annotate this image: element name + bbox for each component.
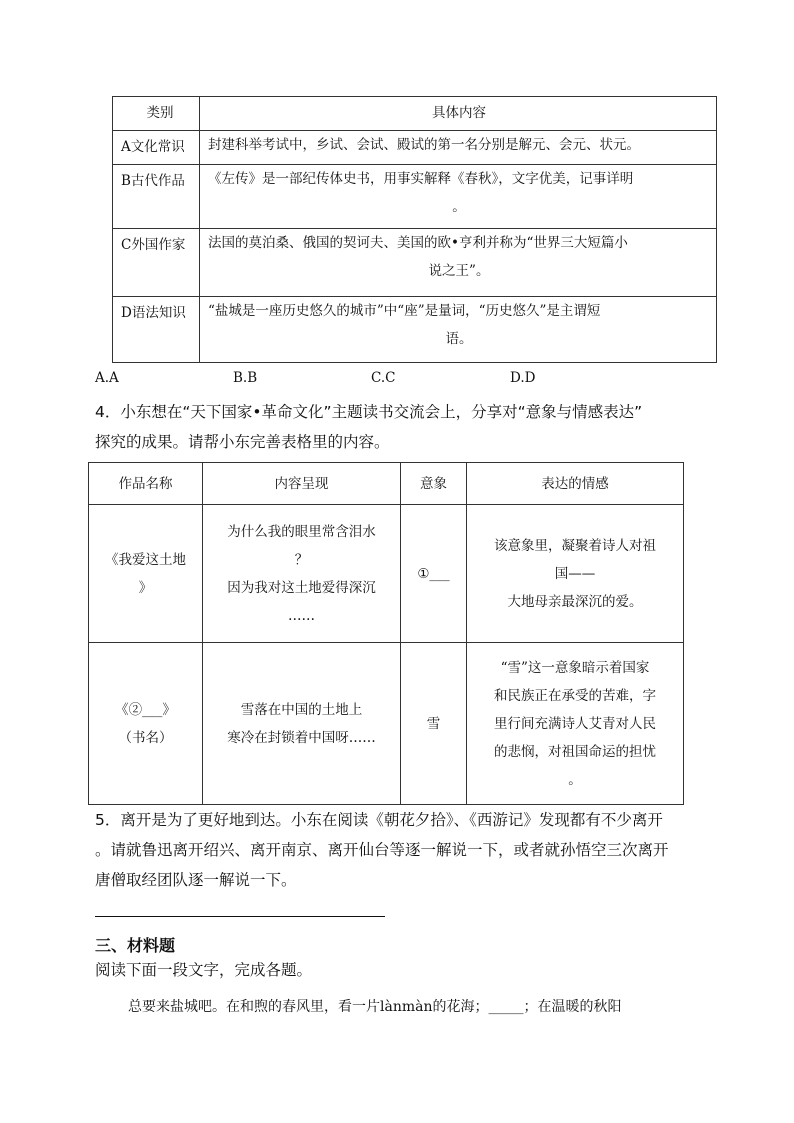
section-3-heading: 三、材料题 (95, 936, 176, 955)
row-c-category: C外国作家 (113, 229, 200, 297)
header-work: 作品名称 (89, 463, 203, 505)
row-a-category: A文化常识 (113, 131, 200, 165)
question-5 (95, 805, 735, 895)
header-image: 意象 (401, 463, 467, 505)
row-d-category: D语法知识 (113, 297, 200, 363)
header-emotion: 表达的情感 (467, 463, 684, 505)
row-d-content: “盐城是一座历史悠久的城市”中“座”是量词，“历史悠久”是主谓短 语。 (200, 297, 717, 363)
row2-work: 《②___》 （书名） (89, 643, 203, 805)
option-d[interactable]: D.D (510, 370, 536, 386)
row2-content: 雪落在中国的土地上 寒冷在封锁着中国呀…… (203, 643, 401, 805)
row2-image: 雪 (401, 643, 467, 805)
option-c[interactable]: C.C (371, 370, 396, 386)
section-3-passage: 总要来盐城吧。在和煦的春风里，看一片lànmàn的花海；_____；在温暖的秋阳 (128, 999, 622, 1015)
row-b-category: B古代作品 (113, 165, 200, 229)
row-a-content: 封建科举考试中，乡试、会试、殿试的第一名分别是解元、会元、状元。 (200, 131, 717, 165)
row1-image-blank[interactable]: ①___ (401, 505, 467, 643)
imagery-table (88, 462, 684, 805)
row-c-content: 法国的莫泊桑、俄国的契诃夫、美国的欧•亨利并称为“世界三大短篇小 说之王”。 (200, 229, 717, 297)
question-5-line-1: 5．离开是为了更好地到达。小东在阅读《朝花夕拾》、《西游记》发现都有不少离开 (95, 811, 663, 829)
option-b[interactable]: B.B (233, 370, 258, 386)
header-category: 类别 (113, 97, 200, 131)
row-b-content: 《左传》是一部纪传体史书，用事实解释《春秋》，文字优美，记事详明 。 (200, 165, 717, 229)
row1-work: 《我爱这土地 》 (89, 505, 203, 643)
question-4-line-2: 探究的成果。请帮小东完善表格里的内容。 (95, 433, 390, 451)
section-3-intro: 阅读下面一段文字，完成各题。 (95, 961, 313, 979)
category-table (112, 96, 717, 363)
header-presentation: 内容呈现 (203, 463, 401, 505)
row1-content: 为什么我的眼里常含泪水 ？ 因为我对这土地爱得深沉 …… (203, 505, 401, 643)
row2-emotion: “雪”这一意象暗示着国家 和民族正在承受的苦难，字 里行间充满诗人艾青对人民 的悲悯，对祖国命运的担忧 。 (467, 643, 684, 805)
header-content: 具体内容 (200, 97, 717, 131)
option-a[interactable]: A.A (95, 370, 119, 386)
row1-emotion: 该意象里，凝聚着诗人对祖 国—— 大地母亲最深沉的爱。 (467, 505, 684, 643)
question-4-line-1: 4．小东想在“天下国家•革命文化”主题读书交流会上，分享对“意象与情感表达” (95, 403, 643, 421)
answer-line[interactable] (95, 916, 385, 917)
question-5-line-3: 唐僧取经团队逐一解说一下。 (95, 871, 297, 889)
question-4 (95, 397, 735, 457)
question-5-line-2: 。请就鲁迅离开绍兴、离开南京、离开仙台等逐一解说一下，或者就孙悟空三次离开 (95, 841, 669, 859)
